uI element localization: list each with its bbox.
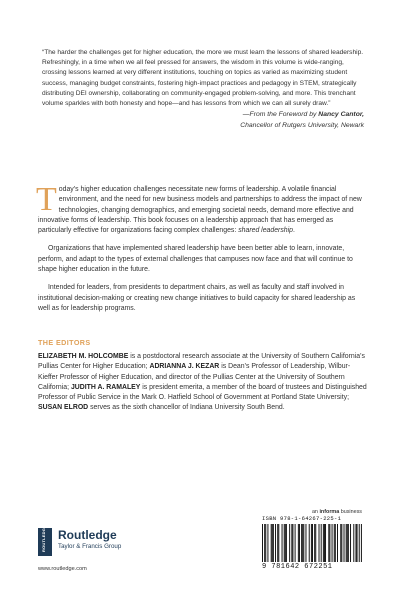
barcode-bar bbox=[265, 524, 266, 562]
barcode-bar bbox=[302, 524, 303, 562]
barcode-bar bbox=[335, 524, 336, 562]
barcode-bar bbox=[357, 524, 358, 562]
barcode-bar bbox=[350, 524, 351, 562]
barcode-bar bbox=[267, 524, 268, 562]
barcode-bar bbox=[314, 524, 315, 562]
description-paragraph-1 bbox=[36, 181, 366, 236]
editors-bios bbox=[38, 352, 368, 414]
barcode-bar bbox=[323, 524, 324, 562]
barcode-bar bbox=[284, 524, 285, 562]
barcode-bar bbox=[324, 524, 325, 562]
barcode-bar bbox=[332, 524, 333, 562]
description bbox=[36, 181, 366, 322]
barcode-bar bbox=[355, 524, 356, 562]
barcode-bar bbox=[262, 524, 263, 562]
barcode-bar bbox=[359, 524, 360, 562]
barcode-bar bbox=[340, 524, 341, 562]
barcode-bar bbox=[346, 524, 347, 562]
barcode-bar bbox=[301, 524, 302, 562]
attribution-title: Chancellor of Rutgers University, Newark bbox=[240, 121, 364, 129]
barcode-bar bbox=[272, 524, 273, 562]
barcode-bar bbox=[299, 524, 300, 562]
mark-text: ROUTLEDGE bbox=[41, 525, 46, 552]
barcode-bar bbox=[278, 524, 279, 562]
editor-4-bio: serves as the sixth chancellor of Indiana University South Bend. bbox=[88, 404, 285, 412]
publisher-website: www.routledge.com bbox=[38, 566, 87, 572]
publisher-logo bbox=[38, 526, 198, 566]
barcode-icon bbox=[262, 524, 362, 562]
foreword-quote bbox=[42, 48, 364, 131]
quote-attribution bbox=[42, 110, 364, 131]
barcode-bar bbox=[347, 524, 348, 562]
barcode-bar bbox=[305, 524, 306, 562]
routledge-mark-icon bbox=[38, 525, 52, 556]
description-paragraph-2: Organizations that have implemented shared leadership have been better able to learn, innovate, perform, and adapt to the types of external challenges that campuses now face and that will continue to shape higher education in the future. bbox=[38, 245, 353, 274]
barcode-bar bbox=[273, 524, 274, 562]
drop-cap: T bbox=[36, 181, 57, 218]
p1-text: oday’s higher education challenges necessitate new forms of leadership. A volatile financial environment, and the need for new business models and partnerships to address the impact of new technologies, changing demographics, and emerging societal needs, demand more effective and innovative forms of leadership. This book focuses on a leadership approach that has emerged as particularly effective for organizations facing complex challenges: bbox=[38, 186, 362, 235]
editor-1-name: ELIZABETH M. HOLCOMBE bbox=[38, 353, 129, 360]
isbn-label: ISBN 978-1-64267-225-1 bbox=[262, 515, 342, 522]
barcode-bar bbox=[309, 524, 310, 562]
barcode-bar bbox=[291, 524, 292, 562]
barcode-bar bbox=[264, 524, 265, 562]
isbn-barcode-block bbox=[262, 515, 362, 573]
p1-end: . bbox=[292, 227, 295, 235]
barcode-bar bbox=[361, 524, 362, 562]
attribution-prefix: —From the Foreword by bbox=[242, 111, 319, 119]
barcode-bar bbox=[282, 524, 283, 562]
quote-text: “The harder the challenges get for higher education, the more we must learn the lessons of shared leadership. Refreshingly, in a time when we all feel pressed for answers, the wisdom in this volume is wide-ranging, crossing lessons learned at very different institutions, touching on topics as varied as maximizing student success, managing budget constraints, fostering high-impact practices and pedagogy in STEM, strategically distributing DEI ownership, collaborating on community-engaged problem-solving, and more. This trenchant volume sparkles with both honesty and hope—and has lessons from which we can all surely draw.” bbox=[42, 49, 364, 108]
barcode-bar bbox=[277, 524, 278, 562]
barcode-bar bbox=[319, 524, 320, 562]
attribution-name: Nancy Cantor, bbox=[318, 111, 364, 119]
editor-2-name: ADRIANNA J. KEZAR bbox=[149, 363, 220, 371]
barcode-bar bbox=[285, 524, 286, 562]
barcode-bar bbox=[292, 524, 293, 562]
barcode-bar bbox=[311, 524, 312, 562]
editors-heading: THE EDITORS bbox=[38, 338, 91, 347]
barcode-bar bbox=[312, 524, 313, 562]
barcode-bar bbox=[298, 524, 299, 562]
barcode-bar bbox=[328, 524, 329, 562]
barcode-bar bbox=[344, 524, 345, 562]
informa-brand: informa bbox=[319, 509, 340, 515]
barcode-bar bbox=[329, 524, 330, 562]
barcode-bar bbox=[289, 524, 290, 562]
barcode-bar bbox=[271, 524, 272, 562]
barcode-bar bbox=[334, 524, 335, 562]
publisher-subtitle: Taylor & Francis Group bbox=[58, 543, 122, 550]
barcode-bar bbox=[286, 524, 287, 562]
editor-4-name: SUSAN ELROD bbox=[38, 404, 89, 412]
informa-suffix: business bbox=[339, 509, 362, 515]
barcode-bar bbox=[275, 524, 276, 562]
barcode-bar bbox=[303, 524, 304, 562]
informa-prefix: an bbox=[311, 509, 320, 515]
editor-1-bio: is a postdoctoral research associate at the University of Southern California’s Pullias Center for Higher Education; bbox=[38, 353, 365, 371]
editor-3-name: JUDITH A. RAMALEY bbox=[70, 383, 141, 391]
barcode-bar bbox=[341, 524, 342, 562]
barcode-bar bbox=[348, 524, 349, 562]
barcode-bar bbox=[337, 524, 338, 562]
barcode-bar bbox=[321, 524, 322, 562]
barcode-bar bbox=[295, 524, 296, 562]
barcode-digits: 9 781642 672251 bbox=[262, 563, 333, 571]
editor-3-bio: is president emerita, a member of the board of trustees and Distinguished Professor of Public Service in the Mark O. Hatfield School of Government at Portland State University; bbox=[38, 383, 367, 402]
barcode-bar bbox=[325, 524, 326, 562]
p1-emphasis: shared leadership bbox=[238, 227, 293, 235]
barcode-bar bbox=[353, 524, 354, 562]
publisher-name: Routledge bbox=[58, 528, 117, 542]
editor-2-bio: is Dean’s Professor of Leadership, Wilbur-Kieffer Professor of Higher Education, and director of the Pullias Center at the University of Southern California; bbox=[38, 363, 351, 391]
description-paragraph-3: Intended for leaders, from presidents to department chairs, as well as faculty and staff involved in institutional decision-making or creating new change initiatives to build capacity for shared leadership as well as for leadership programs. bbox=[38, 284, 356, 312]
barcode-bar bbox=[315, 524, 316, 562]
